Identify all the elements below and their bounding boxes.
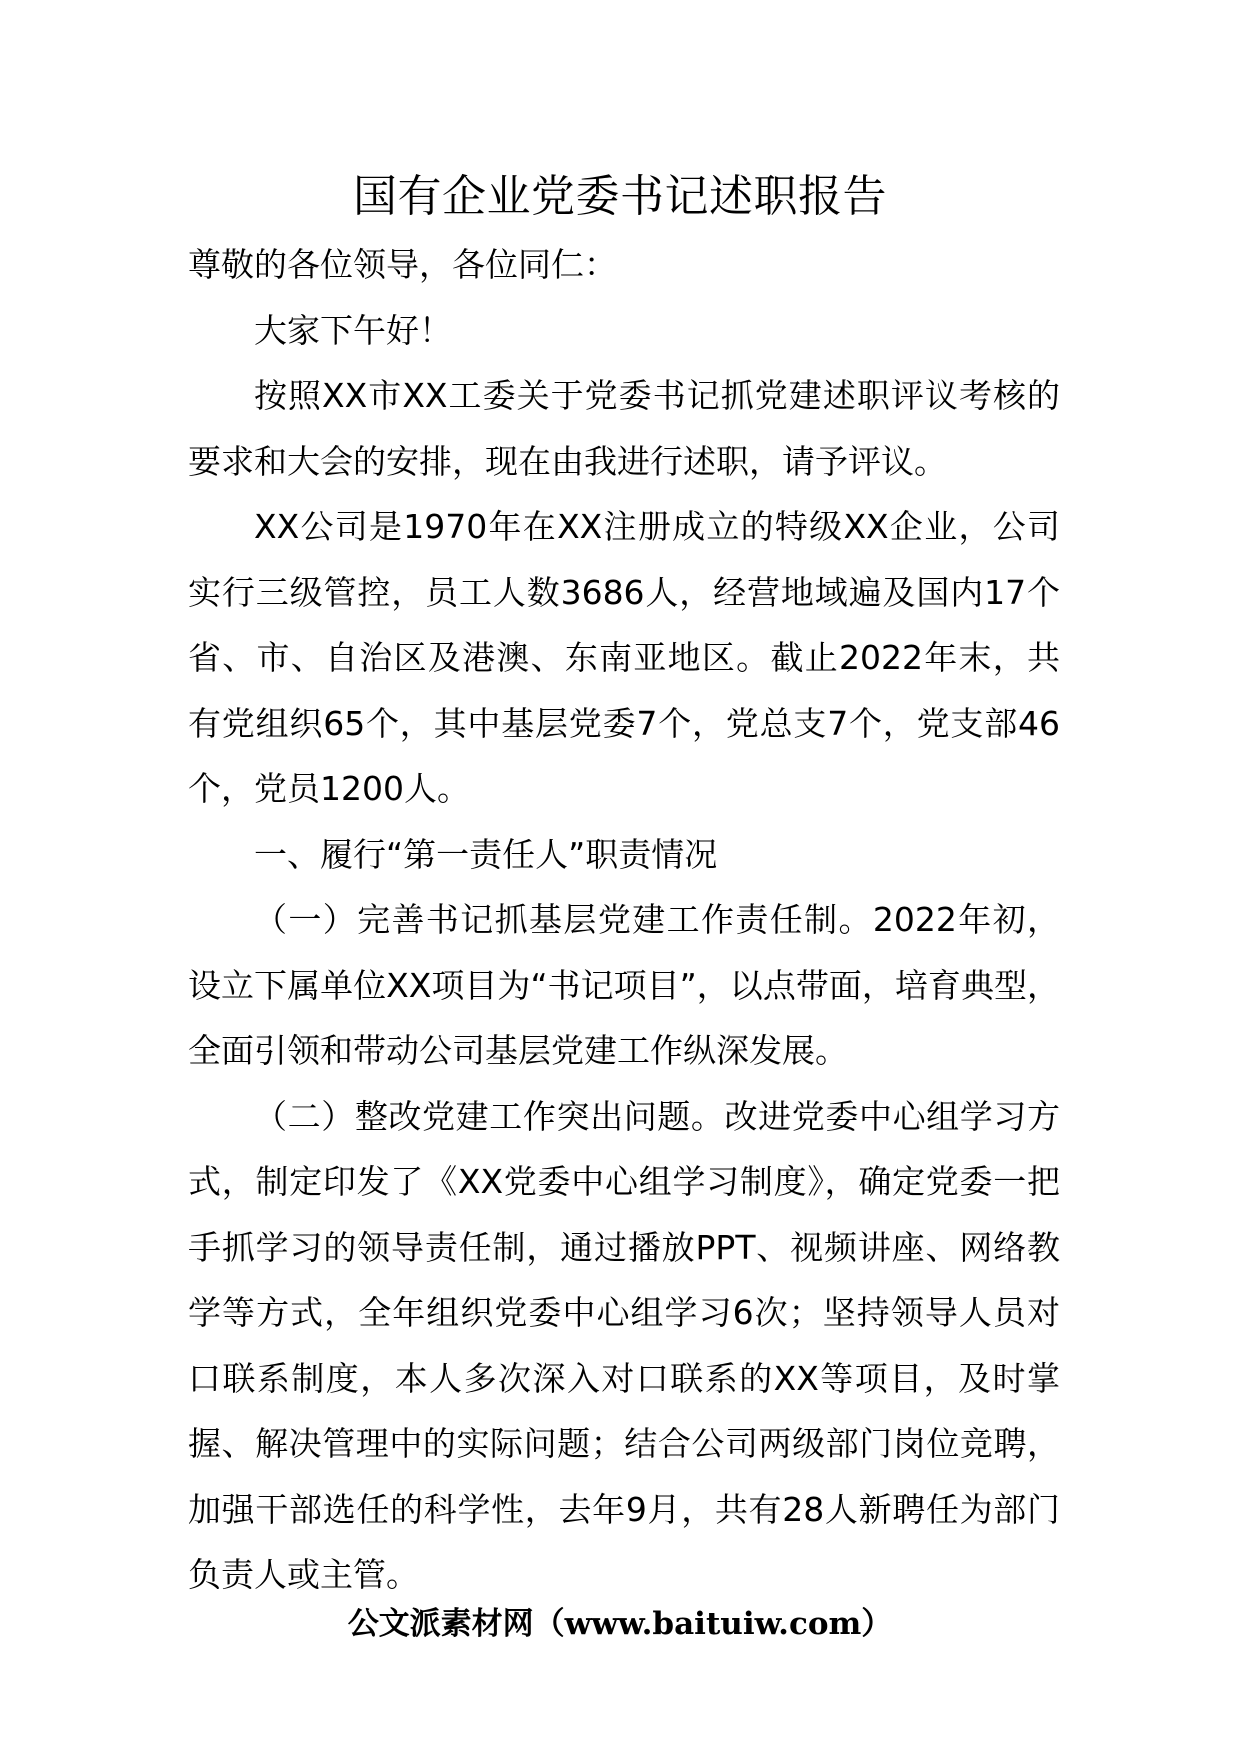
document-body <box>188 232 1060 1608</box>
company-profile-paragraph: XX公司是1970年在XX注册成立的特级XX企业，公司实行三级管控，员工人数3686人，经营地域遍及国内17个省、市、自治区及港澳、东南亚地区。截止2022年末，共有党组织65个，其中基层党委7个，党总支7个，党支部46个，党员1200人。 <box>188 507 1060 808</box>
salutation: 尊敬的各位领导，各位同仁： <box>188 245 617 284</box>
intro-paragraph: 按照XX市XX工委关于党委书记抓党建述职评议考核的要求和大会的安排，现在由我进行述职，请予评议。 <box>188 376 1060 481</box>
section-heading-1: 一、履行“第一责任人”职责情况 <box>254 834 718 874</box>
document-title: 国有企业党委书记述职报告 <box>353 171 887 222</box>
source-footer: 公文派素材网（www.baituiw.com） <box>347 1606 893 1642</box>
subsection-paragraph-2: （二）整改党建工作突出问题。改进党委中心组学习方式，制定印发了《XX党委中心组学习制度》，确定党委一把手抓学习的领导责任制，通过播放PPT、视频讲座、网络教学等方式，全年组织党委中心组学习6次；坚持领导人员对口联系制度，本人多次深入对口联系的XX等项目，及时掌握、解决管理中的实际问题；结合公司两级部门岗位竞聘，加强干部选任的科学性，去年9月，共有28人新聘任为部门负责人或主管。 <box>188 1096 1060 1594</box>
subsection-paragraph-1: （一）完善书记抓基层党建工作责任制。2022年初，设立下属单位XX项目为“书记项目”，以点带面，培育典型，全面引领和带动公司基层党建工作纵深发展。 <box>188 900 1060 1070</box>
greeting-paragraph: 大家下午好！ <box>254 310 452 350</box>
